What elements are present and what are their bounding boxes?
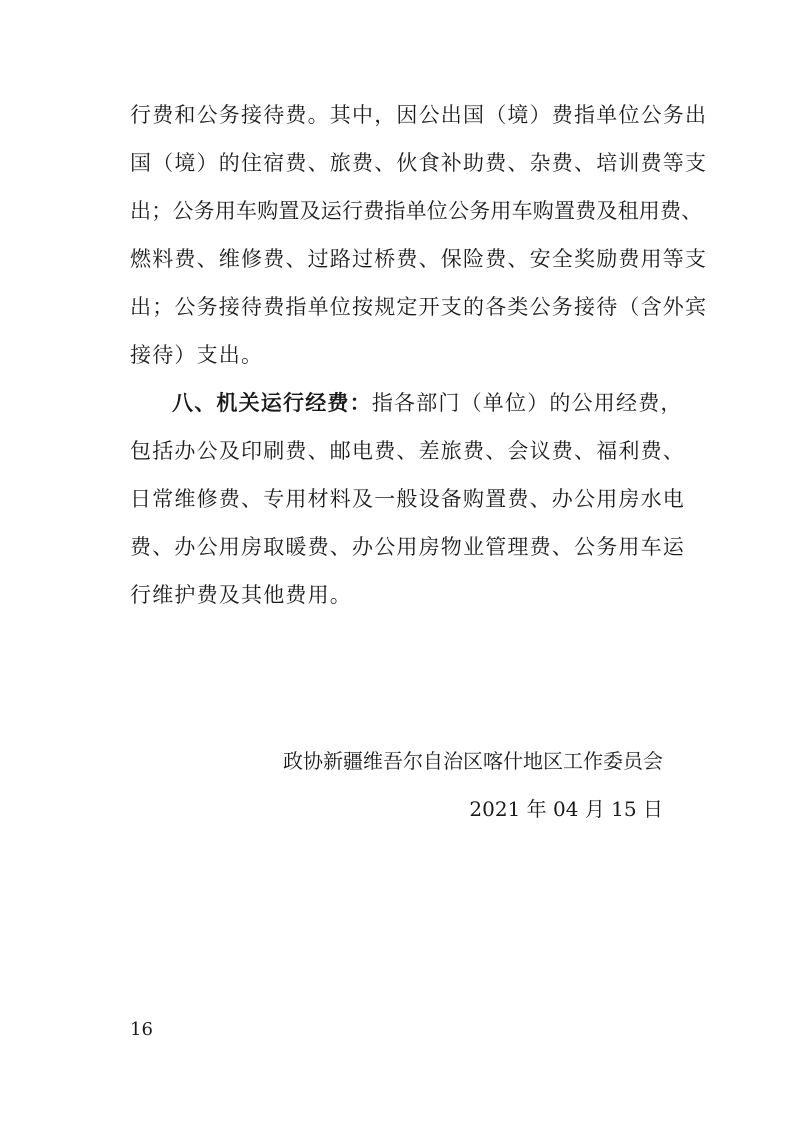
section-eight-line-4: 费、办公用房取暖费、办公用房物业管理费、公务用车运 (130, 535, 685, 559)
page-number: 16 (130, 1019, 153, 1040)
section-eight-line-2: 包括办公及印刷费、邮电费、差旅费、会议费、福利费、 (130, 439, 685, 463)
section-eight-line-3: 日常维修费、专用材料及一般设备购置费、办公用房水电 (130, 487, 685, 511)
body-line-4: 燃料费、维修费、过路过桥费、保险费、安全奖励费用等支 (130, 247, 708, 271)
body-line-3: 出；公务用车购置及运行费指单位公务用车购置费及租用费、 (130, 199, 703, 223)
section-eight-first-line (172, 388, 692, 418)
body-line-1: 行费和公务接待费。其中，因公出国（境）费指单位公务出 (130, 103, 708, 127)
signature-date: 2021 年 04 月 15 日 (469, 797, 663, 821)
section-eight-heading: 八、机关运行经费： (172, 390, 372, 415)
body-line-5: 出；公务接待费指单位按规定开支的各类公务接待（含外宾 (130, 295, 708, 319)
body-line-2: 国（境）的住宿费、旅费、伙食补助费、杂费、培训费等支 (130, 151, 708, 175)
signature-organization: 政协新疆维吾尔自治区喀什地区工作委员会 (283, 749, 663, 773)
section-eight-first-line-text: 指各部门（单位）的公用经费， (371, 391, 683, 415)
body-line-6: 接待）支出。 (130, 343, 264, 367)
section-eight-line-5: 行维护费及其他费用。 (130, 583, 352, 607)
